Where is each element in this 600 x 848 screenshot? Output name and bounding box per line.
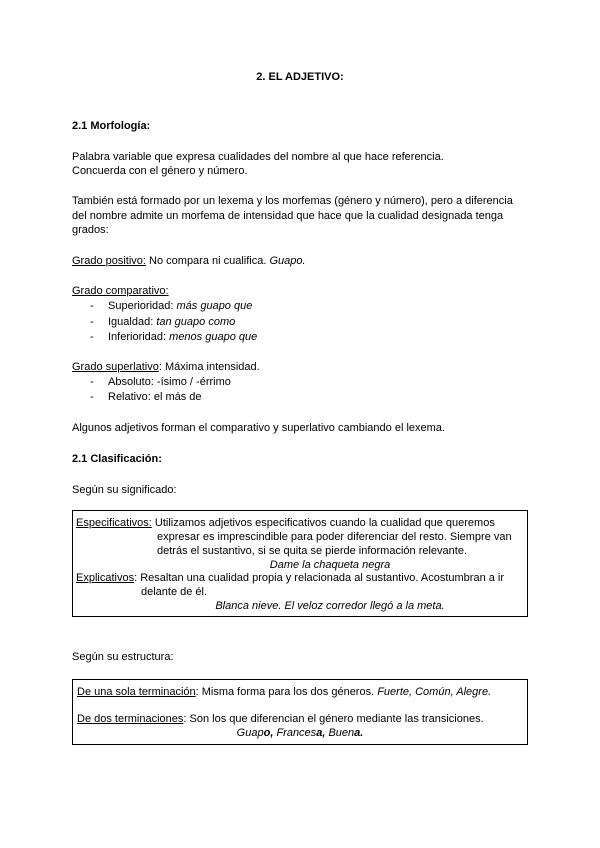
paragraph-line: Palabra variable que expresa cualidades del nombre al que hace referencia.: [72, 151, 444, 163]
paragraph-line: del nombre admite un morfema de intensidad que hace que la cualidad designada tenga: [72, 210, 504, 222]
explicativos-line: [76, 571, 504, 586]
list-bullet: -: [90, 391, 94, 403]
dos-terminaciones-text: : Son los que diferencian el género mediante las transiciones.: [183, 713, 484, 725]
significado-label: Según su significado:: [72, 484, 177, 496]
example-word-stem: Buen: [328, 727, 355, 739]
grado-superlativo: [72, 360, 260, 375]
document-title: 2. EL ADJETIVO:: [256, 71, 344, 83]
list-item: Relativo: el más de: [108, 391, 202, 403]
especificativos-line: [76, 516, 495, 531]
paragraph-line: Concuerda con el género y número.: [72, 165, 248, 177]
grado-superlativo-label: Grado superlativo: [72, 361, 159, 373]
estructura-label: Según su estructura:: [72, 651, 174, 663]
comparativo-superioridad-label: Superioridad:: [108, 300, 177, 312]
list-item: [108, 315, 235, 330]
example-word-ending: a.: [354, 727, 364, 739]
una-terminacion-example: Fuerte, Común, Alegre.: [377, 686, 492, 698]
explicativos-example: Blanca nieve. El veloz corredor llegó a la meta.: [215, 600, 445, 612]
grado-comparativo-label: Grado comparativo:: [72, 285, 169, 297]
especificativos-line: detrás el sustantivo, si se quita se pierde información relevante.: [157, 545, 467, 557]
comparativo-igualdad-example: tan guapo como: [156, 316, 236, 328]
example-word-ending: o: [263, 727, 271, 739]
grado-positivo-label: Grado positivo:: [72, 255, 146, 267]
list-item: [108, 299, 252, 314]
list-bullet: -: [90, 300, 94, 312]
explicativos-text: : Resaltan una cualidad propia y relacionada al sustantivo. Acostumbran a ir: [134, 572, 505, 584]
grado-positivo: [72, 254, 306, 269]
especificativos-line: expresar es imprescindible para poder diferenciar del resto. Siempre van: [157, 531, 512, 543]
paragraph-line: grados:: [72, 224, 109, 236]
clasificacion-heading: 2.1 Clasificación:: [72, 453, 162, 465]
una-terminacion-label: De una sola terminación: [77, 686, 196, 698]
example-separator: ,: [270, 727, 277, 739]
grados-note: Algunos adjetivos forman el comparativo y superlativo cambiando el lexema.: [72, 422, 445, 434]
una-terminacion-line: [77, 685, 491, 700]
dos-terminaciones-label: De dos terminaciones: [77, 713, 184, 725]
comparativo-igualdad-label: Igualdad:: [108, 316, 157, 328]
especificativos-example: Dame la chaqueta negra: [269, 559, 391, 571]
explicativos-line: delante de él.: [141, 586, 208, 598]
example-separator: ,: [322, 727, 329, 739]
list-bullet: -: [90, 331, 94, 343]
grado-superlativo-text: : Máxima intensidad.: [158, 361, 260, 373]
comparativo-inferioridad-example: menos guapo que: [169, 331, 258, 343]
explicativos-label: Explicativos: [76, 572, 135, 584]
list-bullet: -: [90, 376, 94, 388]
dos-terminaciones-line: [77, 712, 484, 727]
grado-positivo-text: No compara ni cualifica.: [145, 255, 270, 267]
example-word-stem: Guap: [236, 727, 264, 739]
example-word-stem: Frances: [276, 727, 317, 739]
comparativo-inferioridad-label: Inferioridad:: [108, 331, 170, 343]
list-item: Absoluto: -ísimo / -érrimo: [108, 376, 231, 388]
list-bullet: -: [90, 316, 94, 328]
especificativos-label: Especificativos:: [76, 517, 152, 529]
morfologia-heading: 2.1 Morfología:: [72, 120, 151, 132]
comparativo-superioridad-example: más guapo que: [176, 300, 253, 312]
list-item: [108, 330, 257, 345]
una-terminacion-text: : Misma forma para los dos géneros.: [195, 686, 378, 698]
dos-terminaciones-example: [180, 726, 420, 741]
especificativos-text: Utilizamos adjetivos especificativos cuando la cualidad que queremos: [151, 517, 495, 529]
paragraph-line: También está formado por un lexema y los morfemas (género y número), pero a diferencia: [72, 195, 513, 207]
example-word-ending: a: [316, 727, 323, 739]
grado-positivo-example: Guapo.: [269, 255, 306, 267]
